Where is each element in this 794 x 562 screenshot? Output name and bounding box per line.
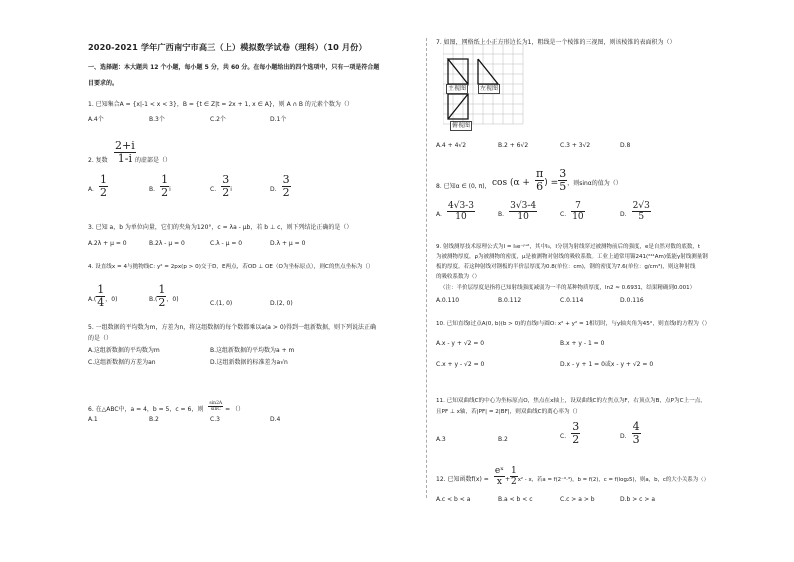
column-divider — [426, 38, 427, 498]
q6-option-a: A.1 — [88, 416, 98, 423]
document-title: 2020-2021 学年广西南宁市高三（上）模拟数学试卷（理科）（10 月份） — [88, 42, 367, 52]
q2-fraction: $\frac{2+i}{1-i}$ — [115, 139, 135, 165]
front-view-label: 主视图 — [448, 85, 467, 92]
q5-option-d: D.这组新数据的标准差为a√n — [210, 359, 288, 366]
q9-option-c: C.0.114 — [560, 297, 584, 304]
q12-option-c: C.c > a > b — [560, 496, 595, 503]
q11-option-a: A.3 — [436, 436, 446, 443]
q1-option-d: D.1个 — [270, 116, 287, 123]
q9-stem-line4: 的吸收系数为（） — [436, 274, 481, 280]
q9-stem-line1: 9. 射线测厚技术原理公式为I = I₀e⁻ᵖᵘᵗ，其中I₀，I分别为射线穿过被测物前后的强度，e是自然对数的底数，t — [436, 244, 701, 250]
q12-option-a: A.c < b < a — [436, 496, 471, 503]
q11-option-d: D. $\frac{4}{3}$ — [620, 420, 640, 446]
q8-option-a: A. $\frac{4√3-3}{10}$ — [436, 201, 474, 222]
q11-stem-line2: 且PF ⊥ x轴，若|PF| = 2|BF|，则双曲线C的离心率为（） — [436, 409, 581, 415]
q10-option-a: A.x - y + √2 = 0 — [436, 340, 485, 347]
q2-stem: 2. 复数 — [88, 157, 108, 164]
q1-option-c: C.2个 — [210, 116, 226, 123]
q11-option-c: C. $\frac{3}{2}$ — [560, 420, 580, 446]
q8-option-b: B. $\frac{3√3-4}{10}$ — [498, 201, 537, 222]
q9-option-b: B.0.112 — [498, 297, 522, 304]
q2-option-c: C. $\frac{3}{2}$ i — [210, 173, 232, 199]
q3-stem: 3. 已知 a，b 为单位向量，它们的夹角为120°，c = λa - μb，若 b ⊥ c，则下列结论正确的是（） — [88, 224, 353, 231]
q11-stem-line1: 11. 已知双曲线C的中心为坐标原点O，焦点在x轴上，设双曲线C的左焦点为F，右顶点为B，点P为C上一点， — [436, 398, 706, 404]
q3-option-a: A.2λ + μ = 0 — [88, 240, 127, 247]
q5-option-b: B.这组新数据的平均数为a + m — [210, 347, 295, 354]
q9-option-d: D.0.116 — [620, 297, 644, 304]
q4-option-d: D.(2, 0) — [270, 300, 293, 307]
q4-option-b: B.( $\frac{1}{2}$ ，0) — [149, 283, 179, 309]
q5-stem-line2: 的是（） — [88, 335, 113, 342]
q3-option-c: C.λ - μ = 0 — [210, 240, 243, 247]
q11-option-b: B.2 — [498, 436, 508, 443]
q5-option-c: C.这组新数据的方差为an — [88, 359, 156, 366]
q6-option-d: D.4 — [270, 416, 281, 423]
q10-stem: 10. 已知直线l过点A(0, b)(b > 0)的直线l与圆O: x² + y² = 1相切时，与y轴夹角为45°，则直线l的方程为（） — [436, 321, 711, 327]
q5-option-a: A.这组新数据的平均数为m — [88, 347, 160, 354]
q2-option-b: B. $\frac{1}{2}$ i — [149, 173, 171, 199]
q2-stem-tail: 的虚部是（） — [135, 157, 172, 164]
q9-option-a: A.0.110 — [436, 297, 460, 304]
q8-option-d: D. $\frac{2√3}{5}$ — [620, 201, 650, 222]
q7-option-c: C.3 + 3√2 — [560, 142, 591, 149]
q4-stem: 4. 设直线x = 4与抛物线C: y² = 2px(p > 0)交于D，E两点，若OD ⊥ OE（O为坐标原点），则C的焦点坐标为（） — [88, 264, 374, 270]
q8-cos-expression: cos (α + $\frac{\pi}{6}$ ) = $\frac{3}{5}$ ，则sinα的值为（） — [492, 167, 622, 193]
section-heading-cont: 目要求的。 — [88, 80, 119, 87]
q3-option-b: B.2λ - μ = 0 — [149, 240, 185, 247]
q8-option-c: C. $\frac{7}{10}$ — [560, 201, 584, 222]
q7-option-b: B.2 + 6√2 — [498, 142, 529, 149]
q5-stem-line1: 5. 一组数据的平均数为m，方差为n，将这组数据的每个数都乘以a(a > 0)得到一组新数据，则下列说法正确 — [88, 324, 376, 331]
q10-option-d: D.x - y + 1 = 0或x - y + √2 = 0 — [560, 361, 654, 368]
q6-option-b: B.2 — [149, 416, 159, 423]
q7-stem: 7. 如图，网格纸上小正方形边长为1，粗线是一个棱锥的三视图，则该棱锥的表面积为（） — [436, 39, 676, 46]
q7-three-view-figure — [443, 44, 525, 136]
q7-option-a: A.4 + 4√2 — [436, 142, 467, 149]
q1-stem: 1. 已知集合A = {x|-1 < x < 3}，B = {t ∈ Z|t = 2x + 1, x ∈ A}，则 A ∩ B 的元素个数为（） — [88, 101, 353, 108]
q10-option-c: C.x + y - √2 = 0 — [436, 361, 485, 368]
q7-option-d: D.8 — [620, 142, 631, 149]
top-view-label: 俯视图 — [452, 122, 471, 129]
q12-stem: 12. 已知函数f(x) = $\frac{\text{eˣ}}{x}$ + $\frac{1}{2}$ x² - x，若a = f(2⁻⁰·³)，b = f(2)，c = f(log₂5)，则a，b，c的大小关系为（） — [436, 466, 709, 487]
q8-stem: 8. 已知α ∈ (0, π)， — [436, 183, 491, 190]
q2-option-d: D. $\frac{3}{2}$ — [270, 173, 290, 199]
q9-note: （注：半价层厚度是指将已知射线强度减弱为一半的某种物质厚度，ln2 ≈ 0.6931，结果精确到0.001） — [440, 285, 696, 291]
side-view-label: 左视图 — [480, 85, 499, 92]
q4-option-a: A.( $\frac{1}{4}$ ，0) — [88, 283, 118, 309]
q3-option-d: D.λ + μ = 0 — [270, 240, 306, 247]
q6-option-c: C.3 — [210, 416, 220, 423]
q10-option-b: B.x + y - 1 = 0 — [560, 340, 605, 347]
q1-option-b: B.3个 — [149, 116, 165, 123]
q9-stem-line3: 板的厚度。若这种射线对钢板的半价层厚度为0.8(单位：cm)，钢的密度为7.6(单位：g/cm³)，则这种射线 — [436, 264, 696, 270]
q6-stem: 6. 在△ABC中，a = 4，b = 5，c = 6，则 $\frac{\sin 2A}{\sin C}$ = （） — [88, 401, 245, 413]
q12-option-d: D.b > c > a — [620, 496, 655, 503]
q12-option-b: B.a < b < c — [498, 496, 533, 503]
q1-option-a: A.4个 — [88, 116, 104, 123]
front-view-outline — [448, 59, 468, 84]
q4-option-c: C.(1, 0) — [210, 300, 233, 307]
q9-stem-line2: 为被测物厚度，ρ为被测物的密度，μ是被测物对射线的吸收系数。工业上通常用镅241(²⁴¹Am)低能γ射线测量钢 — [436, 254, 708, 260]
q2-option-a: A. $\frac{1}{2}$ — [88, 173, 107, 199]
section-heading: 一、选择题：本大题共 12 个小题，每小题 5 分，共 60 分。在每小题给出的四个选项中，只有一项是符合题 — [88, 64, 380, 71]
